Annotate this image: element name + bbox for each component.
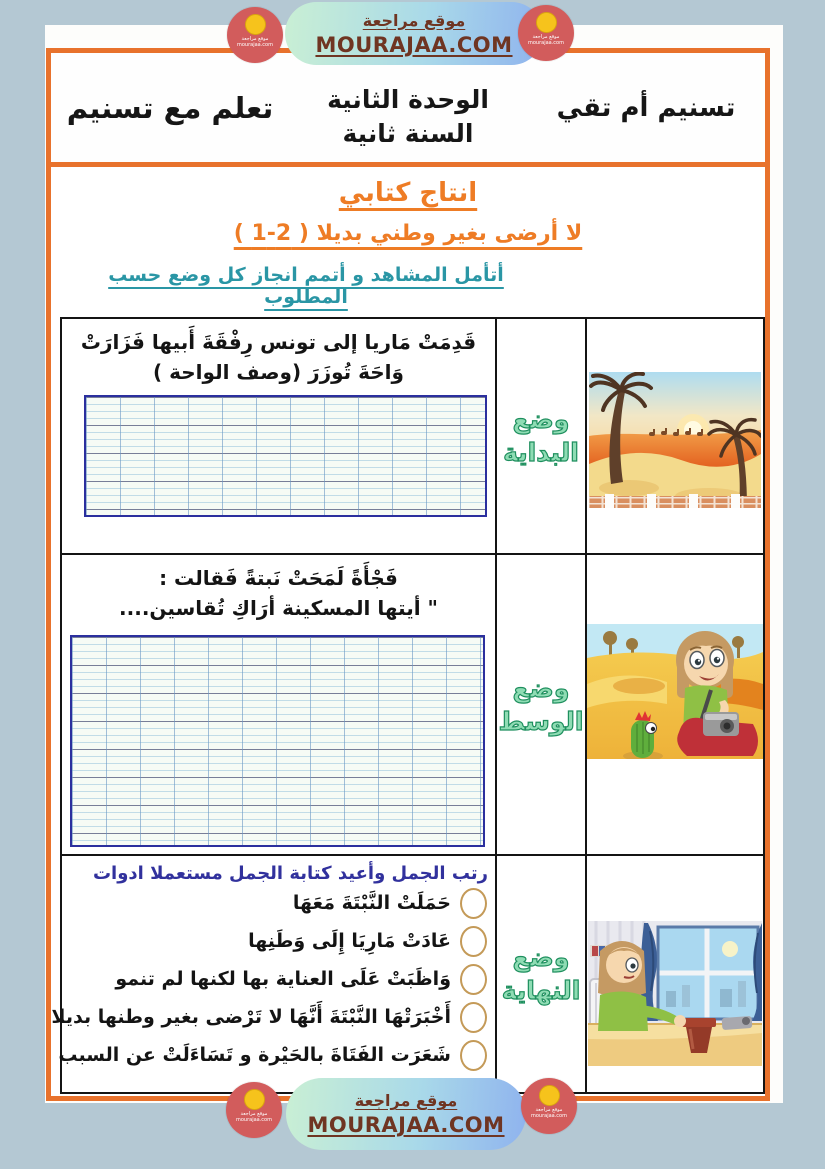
answer-bubble: [460, 1040, 487, 1071]
logo-dot-icon: [536, 12, 557, 33]
sentence-text: شَعَرَت الفَتَاةَ بالحَيْرة و تَسَاءَلَتْ عن السبب: [58, 1044, 451, 1066]
header-unit-line2: السنة ثانية: [342, 118, 474, 148]
row2-text-line2: " أيتها المسكينة أرَاكِ تُقاسين....: [119, 596, 438, 620]
row2-text-cell: [62, 555, 497, 854]
row1-label-line2: البداية: [503, 438, 579, 467]
sentence-text: أَخْبَرَتْهَا النَّبْتَةَ أَنَّهَا لا تَرْضى بغير وطنها بديلا: [51, 1006, 451, 1028]
logo-dot-icon: [244, 1089, 265, 1110]
answer-bubble: [460, 1002, 487, 1033]
mourajaa-logo-icon: [521, 1078, 577, 1134]
girl-cactus-illustration: [587, 624, 763, 759]
sentence-text: حَمَلَتْ النَّبْتَةَ مَعَهَا: [292, 892, 451, 914]
mourajaa-logo-icon: [518, 5, 574, 61]
row1-text-line1: قَدِمَتْ مَاريا إلى تونس رِفْقَةَ أَبيها فَزَارَتْ: [80, 330, 477, 354]
row3-text-cell: [51, 856, 497, 1092]
lesson-subtitle: لا أرضى بغير وطني بديلا ( 2-1 ): [233, 221, 583, 246]
row1-label-cell: [497, 319, 587, 553]
sentence-item: [51, 998, 495, 1036]
logo-dot-icon: [539, 1085, 560, 1106]
site-domain: MOURAJAA.COM: [315, 32, 513, 57]
header-unit: [289, 65, 527, 151]
row3-heading: رتب الجمل وأعيد كتابة الجمل مستعملا ادوات: [92, 863, 489, 884]
camera-on-table: [722, 1016, 753, 1030]
site-pill: [285, 2, 543, 65]
header-box: [46, 48, 770, 167]
site-domain: MOURAJAA.COM: [307, 1113, 505, 1137]
lesson-instruction: أتأمل المشاهد و أتمم انجاز كل وضع حسب المطلوب: [108, 264, 504, 308]
row3-label-line1: وضع: [512, 943, 570, 972]
row1-label-line1: وضع: [512, 405, 570, 434]
sentence-item: [58, 1036, 495, 1074]
table-row-beginning: [62, 319, 763, 555]
header-author: تسنيم أم تقي: [556, 92, 736, 123]
table-row-ending: [51, 856, 763, 1092]
logo-text-domain: mourajaa.com: [530, 1113, 567, 1119]
row2-label-cell: [497, 555, 587, 854]
row3-image-cell: [587, 856, 763, 1092]
sentence-text: وَاظَبَتْ عَلَى العناية بها لكنها لم تنمو: [115, 968, 451, 990]
logo-text-domain: mourajaa.com: [236, 42, 273, 48]
header-unit-line1: الوحدة الثانية: [327, 84, 489, 114]
row1-text-cell: [62, 319, 497, 553]
logo-dot-icon: [245, 14, 266, 35]
writing-grid-2: [70, 635, 485, 847]
row3-label-cell: [497, 856, 587, 1092]
row2-label-line1: وضع: [512, 673, 570, 703]
girl-indoors-illustration: [588, 921, 762, 1066]
writing-grid-1: [84, 395, 487, 517]
row1-image-cell: [587, 319, 763, 553]
header-slogan: تعلم مع تسنيم: [66, 90, 274, 125]
row3-label-line2: النهاية: [501, 976, 581, 1005]
page-title: انتاج كتابي: [338, 178, 478, 208]
content-box: [46, 162, 770, 1101]
sentence-item: [62, 960, 495, 998]
sentence-text: عَادَتْ مَارِيَا إِلَى وَطَنِها: [248, 930, 451, 952]
logo-text-ar: موقع مراجعة: [240, 1111, 268, 1117]
row1-text-line2: وَاحَةَ تُوزَرَ (وصف الواحة ): [153, 360, 404, 384]
table-row-middle: [62, 555, 763, 856]
logo-text-ar: موقع مراجعة: [241, 36, 269, 42]
site-pill: [286, 1078, 526, 1150]
mourajaa-logo-icon: [227, 7, 283, 63]
logo-text-ar: موقع مراجعة: [532, 34, 560, 40]
site-name-arabic: موقع مراجعة: [362, 10, 466, 30]
answer-bubble: [460, 964, 487, 995]
answer-bubble: [460, 926, 487, 957]
row2-image-cell: [587, 555, 763, 854]
worksheet-table: [51, 317, 765, 1094]
answer-bubble: [460, 888, 487, 919]
logo-text-domain: mourajaa.com: [527, 40, 564, 46]
sentence-item: [62, 884, 495, 922]
window: [658, 927, 758, 1019]
desert-oasis-illustration: [589, 372, 761, 508]
logo-text-domain: mourajaa.com: [235, 1117, 272, 1123]
row2-text-line1: فَجْأَةً لَمَحَتْ نَبتةً فَقالت :: [159, 566, 398, 590]
row2-label-line2: الوسط: [498, 706, 584, 736]
logo-text-ar: موقع مراجعة: [535, 1107, 563, 1113]
sentence-item: [62, 922, 495, 960]
site-name-arabic: موقع مراجعة: [354, 1091, 458, 1110]
mourajaa-logo-icon: [226, 1082, 282, 1138]
